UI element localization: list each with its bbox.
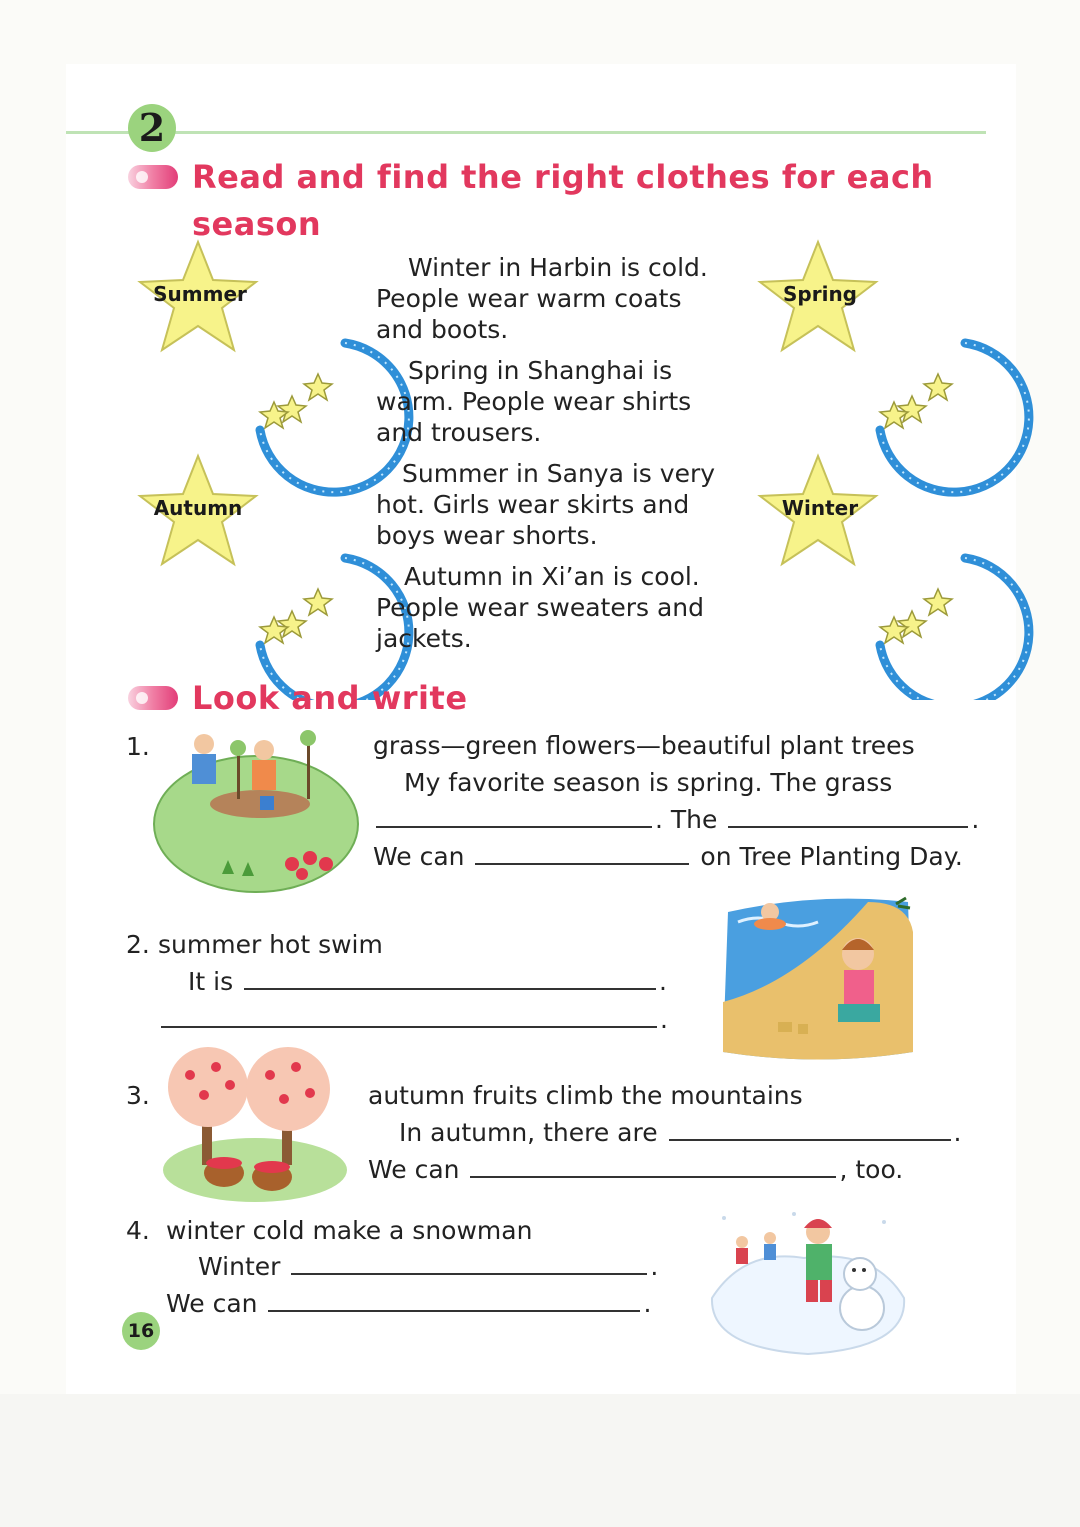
answer-blank[interactable] — [244, 968, 656, 990]
ex2-line1 — [188, 967, 667, 996]
para-line: Spring in Shanghai is — [408, 356, 673, 385]
ex3-line2 — [368, 1155, 903, 1184]
answer-blank[interactable] — [669, 1119, 951, 1141]
ex1-line2 — [373, 805, 979, 834]
text-fragment: It is — [188, 967, 234, 996]
ex1-word-prompt: grass—green flowers—beautiful plant trees — [373, 731, 915, 760]
paragraph-spring — [376, 355, 746, 448]
spring-small-stars — [880, 374, 952, 428]
ex4-number: 4. — [126, 1216, 150, 1245]
section1-title-line2: season — [192, 205, 322, 243]
para-line: Autumn in Xi’an is cool. — [404, 562, 700, 591]
ex2-line2 — [158, 1005, 668, 1034]
text-fragment: . — [953, 1118, 962, 1147]
text-fragment: We can — [368, 1155, 460, 1184]
ex3-number: 3. — [126, 1081, 150, 1110]
winter-small-stars — [880, 589, 952, 643]
answer-blank[interactable] — [376, 806, 652, 828]
summer-small-stars — [260, 374, 332, 428]
text-fragment: . — [660, 1005, 668, 1034]
season-label-spring: Spring — [783, 282, 857, 306]
text-fragment: We can — [166, 1289, 258, 1318]
ex2-word-prompt: summer hot swim — [158, 930, 383, 959]
answer-blank[interactable] — [161, 1006, 657, 1028]
section2-title: Look and write — [192, 679, 468, 717]
unit-badge: 2 — [128, 104, 176, 152]
answer-blank[interactable] — [728, 806, 968, 828]
para-line: Summer in Sanya is very — [402, 459, 716, 488]
answer-blank[interactable] — [268, 1290, 640, 1312]
text-fragment: . — [650, 1252, 659, 1281]
text-fragment: . — [971, 805, 980, 834]
text-fragment: . The — [655, 805, 718, 834]
ex1-line1: My favorite season is spring. The grass — [404, 768, 893, 797]
ex3-word-prompt: autumn fruits climb the mountains — [368, 1081, 803, 1110]
ex4-line2 — [166, 1289, 651, 1318]
ex4-word-prompt: winter cold make a snowman — [166, 1216, 533, 1245]
paragraph-autumn — [376, 561, 746, 654]
answer-blank[interactable] — [475, 843, 689, 865]
text-fragment: We can — [373, 842, 465, 871]
para-line: People wear warm coats — [376, 284, 682, 313]
ex2-number: 2. — [126, 930, 150, 959]
text-fragment: on Tree Planting Day. — [700, 842, 963, 871]
paragraph-summer — [376, 458, 746, 551]
para-line: warm. People wear shirts — [376, 387, 692, 416]
season-label-summer: Summer — [153, 282, 247, 306]
text-fragment: . — [659, 967, 667, 996]
para-line: and boots. — [376, 315, 509, 344]
answer-blank[interactable] — [470, 1156, 836, 1178]
spring-planting-illustration — [152, 724, 360, 894]
winter-snowman-illustration — [704, 1208, 910, 1358]
autumn-small-stars — [260, 589, 332, 643]
text-fragment: Winter — [198, 1252, 281, 1281]
autumn-orchard-illustration — [160, 1045, 350, 1205]
ex1-line3 — [373, 842, 963, 871]
answer-blank[interactable] — [291, 1253, 647, 1275]
ex4-line1 — [198, 1252, 658, 1281]
para-line: People wear sweaters and — [376, 593, 705, 622]
paragraph-winter — [376, 252, 746, 345]
section-marker-icon — [128, 686, 178, 710]
ex1-number: 1. — [126, 732, 150, 761]
text-fragment: In autumn, there are — [399, 1118, 658, 1147]
season-label-winter: Winter — [781, 496, 859, 520]
para-line: boys wear shorts. — [376, 521, 598, 550]
para-line: jackets. — [376, 624, 472, 653]
page-shadow — [0, 1394, 1080, 1527]
para-line: hot. Girls wear skirts and — [376, 490, 690, 519]
para-line: Winter in Harbin is cold. — [408, 253, 708, 282]
text-fragment: , too. — [839, 1155, 904, 1184]
ex3-line1 — [399, 1118, 962, 1147]
spring-ring — [880, 343, 1029, 492]
para-line: and trousers. — [376, 418, 542, 447]
section1-title-line1: Read and find the right clothes for each — [192, 158, 934, 196]
page-number: 16 — [122, 1312, 160, 1350]
text-fragment: . — [643, 1289, 652, 1318]
season-label-autumn: Autumn — [153, 496, 243, 520]
summer-beach-illustration — [718, 892, 918, 1064]
